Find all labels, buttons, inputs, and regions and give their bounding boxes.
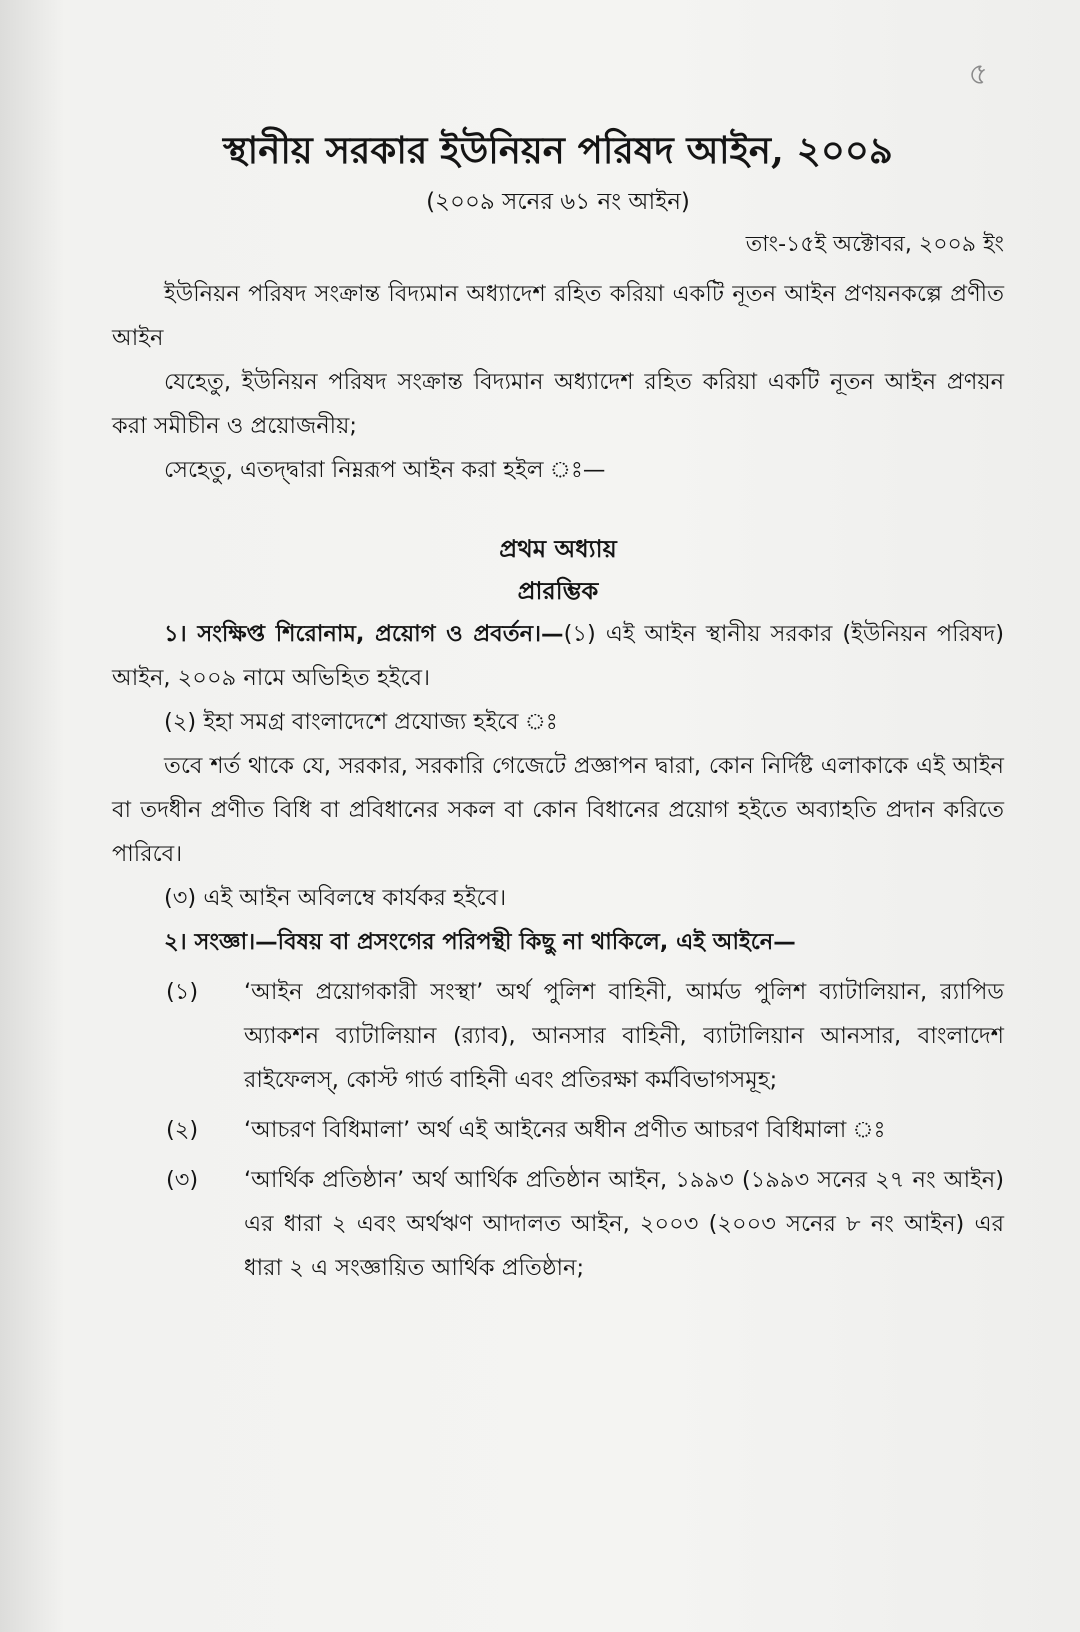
chapter-subtitle: প্রারম্ভিক — [517, 577, 599, 605]
definition-item — [112, 1158, 1004, 1290]
section-1 — [112, 612, 1004, 700]
preamble-whereas: যেহেতু, ইউনিয়ন পরিষদ সংক্রান্ত বিদ্যমান অধ্যাদেশ রহিত করিয়া একটি নূতন আইন প্রণয়ন করা সমীচীন ও প্রয়োজনীয়; — [112, 369, 1004, 439]
section-2-intro: বিষয় বা প্রসংগের পরিপন্থী কিছু না থাকিলে, এই আইনে— — [277, 929, 796, 955]
definition-item — [112, 970, 1004, 1102]
act-number: (২০০৯ সনের ৬১ নং আইন) — [426, 189, 690, 215]
definition-number: (৩) — [166, 1167, 199, 1193]
chapter-title: প্রথম অধ্যায় — [499, 535, 617, 563]
definition-number: (২) — [166, 1117, 199, 1143]
act-date: তাং-১৫ই অক্টোবর, ২০০৯ ইং — [745, 232, 1004, 257]
definition-text: ‘আইন প্রয়োগকারী সংস্থা’ অর্থ পুলিশ বাহিনী, আর্মড পুলিশ ব্যাটালিয়ান, র‍্যাপিড অ্যাকশন ব্যাটালিয়ান (র‍্যাব), আনসার বাহিনী, ব্যাটালিয়ান আনসার, বাংলাদেশ রাইফেলস্, কোস্ট গার্ড বাহিনী এবং প্রতিরক্ষা কর্মবিভাগসমূহ; — [244, 979, 1004, 1093]
definition-number: (১) — [166, 979, 199, 1005]
section-1-clause-2: (২) ইহা সমগ্র বাংলাদেশে প্রযোজ্য হইবে ঃ — [164, 709, 558, 735]
page-number: ৫ — [968, 57, 988, 92]
section-1-clause-3: (৩) এই আইন অবিলম্বে কার্যকর হইবে। — [164, 885, 507, 911]
section-1-clause-1: (১) এই আইন স্থানীয় সরকার (ইউনিয়ন পরিষদ) আইন, ২০০৯ নামে অভিহিত হইবে। — [112, 621, 1004, 691]
definition-text: ‘আর্থিক প্রতিষ্ঠান’ অর্থ আর্থিক প্রতিষ্ঠান আইন, ১৯৯৩ (১৯৯৩ সনের ২৭ নং আইন) এর ধারা ২ এবং অর্থঋণ আদালত আইন, ২০০৩ (২০০৩ সনের ৮ নং আইন) এর ধারা ২ এ সংজ্ঞায়িত আর্থিক প্রতিষ্ঠান; — [244, 1167, 1004, 1281]
document-title: স্থানীয় সরকার ইউনিয়ন পরিষদ আইন, ২০০৯ — [223, 128, 893, 172]
section-1-proviso: তবে শর্ত থাকে যে, সরকার, সরকারি গেজেটে প্রজ্ঞাপন দ্বারা, কোন নির্দিষ্ট এলাকাকে এই আইন বা তদধীন প্রণীত বিধি বা প্রবিধানের সকল বা কোন বিধানের প্রয়োগ হইতে অব্যাহতি প্রদান করিতে পারিবে। — [112, 753, 1004, 867]
definition-text: ‘আচরণ বিধিমালা’ অর্থ এই আইনের অধীন প্রণীত আচরণ বিধিমালা ঃ — [244, 1117, 886, 1143]
act-purpose: ইউনিয়ন পরিষদ সংক্রান্ত বিদ্যমান অধ্যাদেশ রহিত করিয়া একটি নূতন আইন প্রণয়নকল্পে প্রণীত আইন — [112, 281, 1004, 351]
definition-item — [112, 1108, 1004, 1152]
section-1-heading: ১। সংক্ষিপ্ত শিরোনাম, প্রয়োগ ও প্রবর্তন।— — [164, 621, 564, 647]
preamble-enacted: সেহেতু, এতদ্‌দ্বারা নিম্নরূপ আইন করা হইল ঃ— — [164, 457, 606, 483]
section-2-heading: ২। সংজ্ঞা।— — [164, 929, 278, 955]
document-body — [112, 120, 1004, 1290]
section-2 — [112, 920, 1004, 964]
